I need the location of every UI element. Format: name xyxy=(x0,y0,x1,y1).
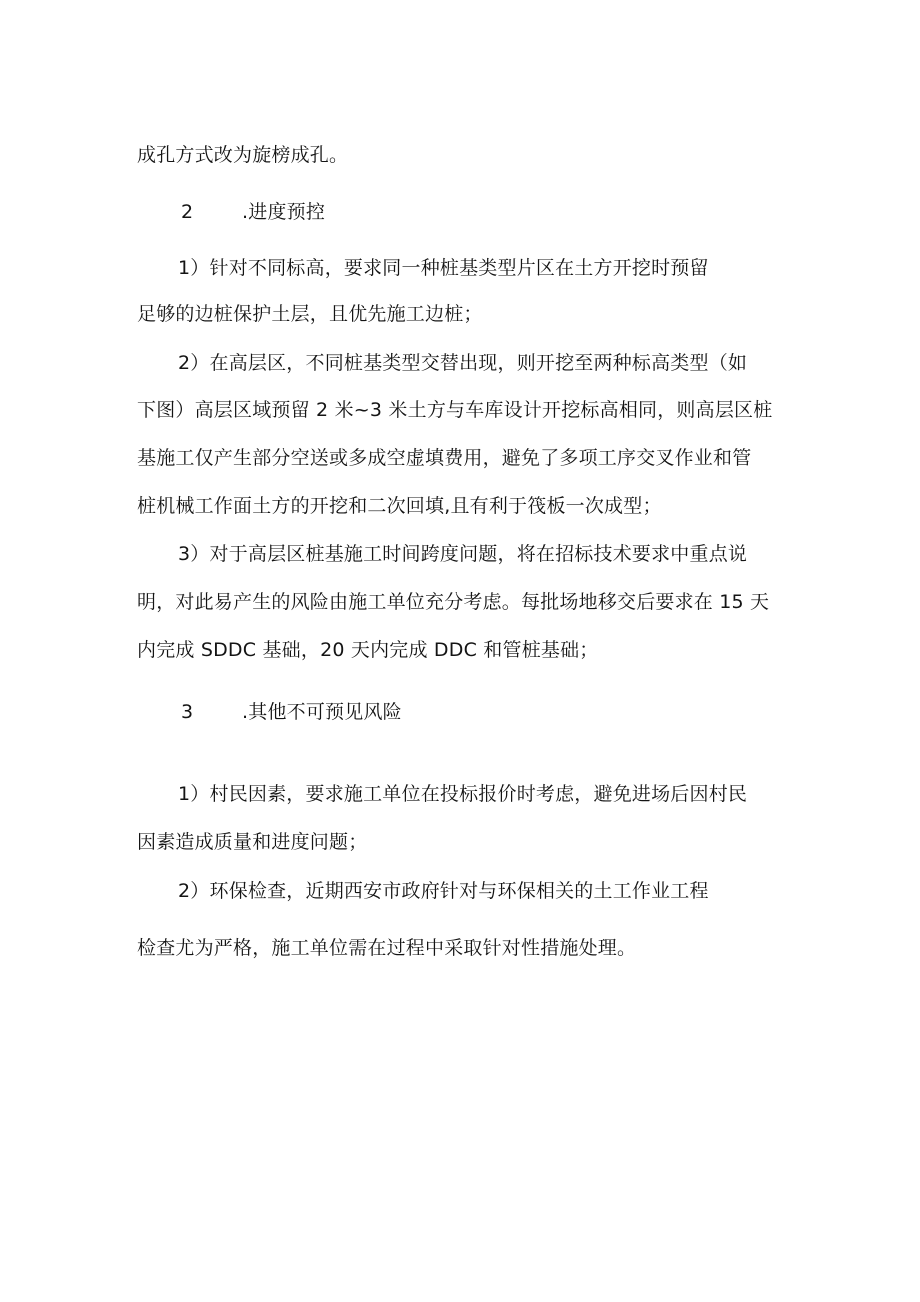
paragraph-line: 基施工仅产生部分空送或多成空虚填费用，避免了多项工序交叉作业和管 xyxy=(137,447,752,469)
paragraph-line: 2）在高层区，不同桩基类型交替出现，则开挖至两种标高类型（如 xyxy=(178,352,748,374)
paragraph-line: 2）环保检查，近期西安市政府针对与环保相关的土工作业工程 xyxy=(178,880,709,902)
paragraph-line: 1）针对不同标高，要求同一种桩基类型片区在土方开挖时预留 xyxy=(178,257,709,279)
paragraph-line: 下图）高层区域预留 2 米~3 米土方与车库设计开挖标高相同，则高层区桩 xyxy=(137,399,773,421)
paragraph-line: 成孔方式改为旋榜成孔。 xyxy=(137,144,349,166)
section-number: 3 xyxy=(181,701,194,723)
paragraph-line: 桩机械工作面土方的开挖和二次回填,且有利于筏板一次成型； xyxy=(137,495,662,517)
paragraph-line: 明，对此易产生的风险由施工单位充分考虑。每批场地移交后要求在 15 天 xyxy=(137,591,770,613)
section-number: 2 xyxy=(181,201,194,223)
paragraph-line: 内完成 SDDC 基础，20 天内完成 DDC 和管桩基础； xyxy=(137,639,599,661)
paragraph-line: 因素造成质量和进度问题； xyxy=(137,831,368,853)
paragraph-line: 3）对于高层区桩基施工时间跨度问题，将在招标技术要求中重点说 xyxy=(178,543,748,565)
paragraph-line: 足够的边桩保护土层，且优先施工边桩； xyxy=(137,303,483,325)
paragraph-line: 1）村民因素，要求施工单位在投标报价时考虑，避免进场后因村民 xyxy=(178,783,748,805)
section-title: .其他不可预见风险 xyxy=(242,701,402,723)
paragraph-line: 检查尤为严格，施工单位需在过程中采取针对性措施处理。 xyxy=(137,937,637,959)
section-title: .进度预控 xyxy=(242,201,326,223)
